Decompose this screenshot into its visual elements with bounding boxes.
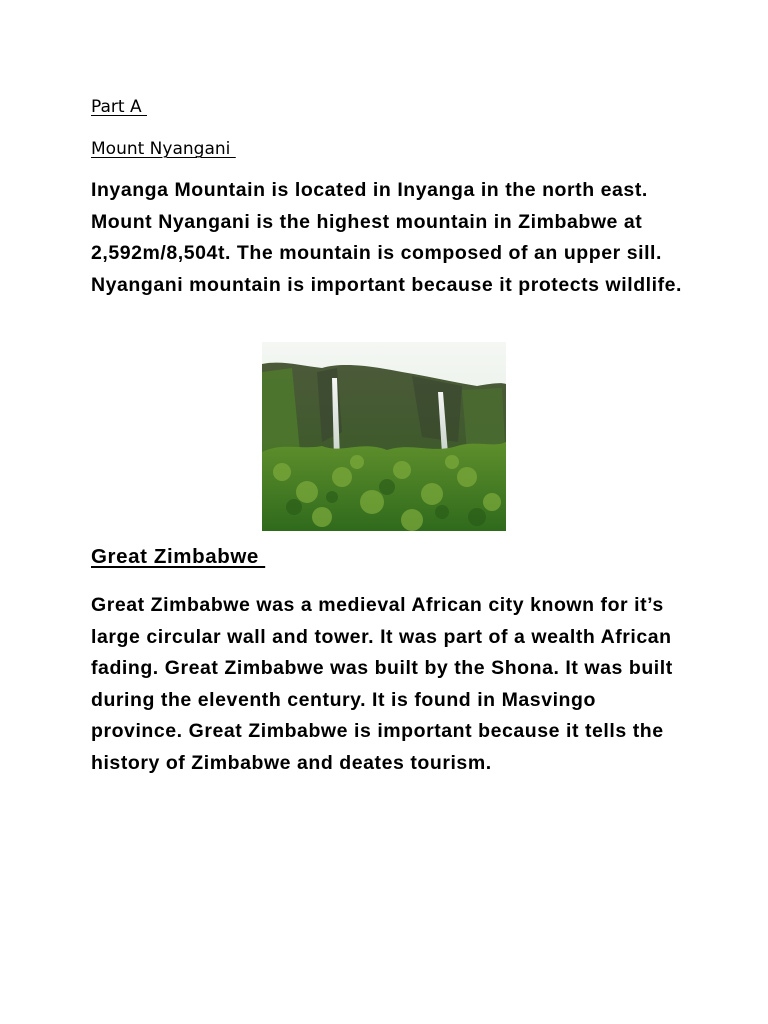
part-label: Part A (91, 97, 147, 117)
paragraph-great-zimbabwe: Great Zimbabwe was a medieval African city known for it’s large circular wall and tower. It was part of a wealth African fading. Great Zimbabwe was built by the Shona. It was built during the eleventh century. It is found in Masvingo province. Great Zimbabwe is important because it tells the history of Zimbabwe and deates tourism. (91, 594, 673, 774)
section-title-great-zimbabwe: Great Zimbabwe (91, 545, 266, 568)
paragraph-mount-nyangani: Inyanga Mountain is located in Inyanga in the north east. Mount Nyangani is the highest mountain in Zimbabwe at 2,592m/8,504t. The mountain is composed of an upper sill. Nyangani mountain is important because it protects wildlife. (91, 179, 683, 296)
mountain-waterfall-photo (262, 342, 506, 531)
section-title-mount-nyangani: Mount Nyangani (91, 139, 236, 159)
